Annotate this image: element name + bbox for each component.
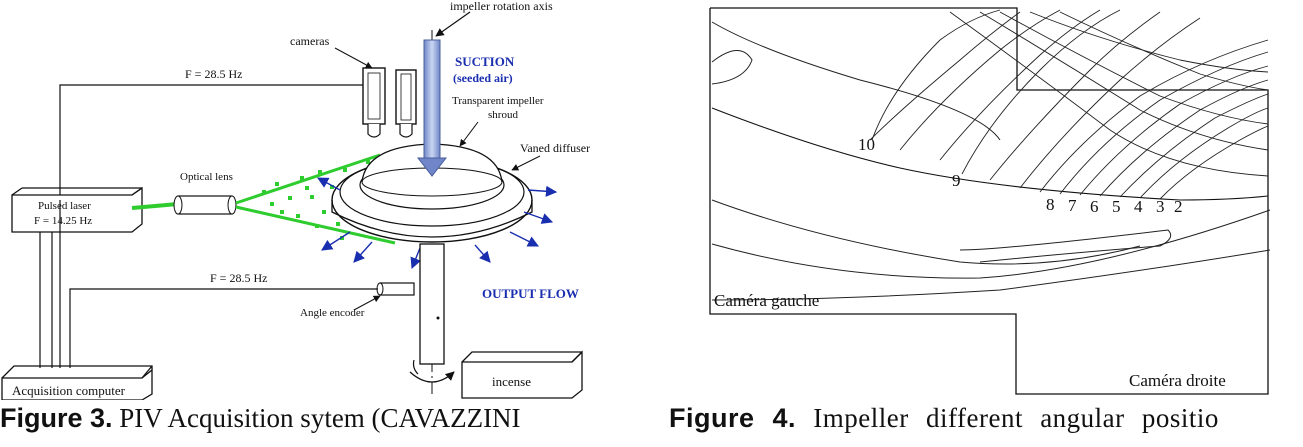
- position-8: 8: [1046, 195, 1055, 214]
- pulsed-laser-label: Pulsed laser: [38, 200, 91, 212]
- pulsed-laser-frequency: F = 14.25 Hz: [34, 215, 93, 227]
- blade-trailing-edge-curve: [712, 108, 1268, 200]
- sync-line-bottom: [70, 289, 378, 368]
- position-9: 9: [952, 171, 961, 190]
- suction-shaft: [424, 40, 440, 158]
- position-3: 3: [1156, 197, 1165, 216]
- camera-1: [363, 68, 385, 124]
- frequency-top-label: F = 28.5 Hz: [185, 67, 243, 81]
- camera-2: [396, 70, 416, 124]
- angular-position-labels: [858, 135, 1183, 216]
- shroud-label-2: shroud: [488, 109, 518, 121]
- angle-encoder-label: Angle encoder: [300, 307, 365, 319]
- figure-4-caption: [669, 403, 1303, 434]
- incense-label: incense: [492, 374, 531, 389]
- figure-4-angular-positions: [710, 8, 1270, 394]
- figure-4-caption-label: Figure 4.: [669, 403, 797, 433]
- field-of-view-frame: [710, 8, 1268, 394]
- optical-lens: [178, 196, 232, 214]
- position-6: 6: [1090, 197, 1099, 216]
- camera-left-label: Caméra gauche: [714, 291, 820, 310]
- position-5: 5: [1112, 197, 1121, 216]
- position-4: 4: [1134, 197, 1143, 216]
- figure-3-caption-text: PIV Acquisition sytem (CAVAZZINI: [112, 403, 521, 433]
- optical-lens-label: Optical lens: [180, 171, 233, 183]
- rotation-axis-pointer: [436, 12, 470, 36]
- angle-encoder: [380, 283, 414, 295]
- figure-3-caption: [0, 403, 651, 434]
- frequency-bottom-label: F = 28.5 Hz: [210, 271, 268, 285]
- position-2: 2: [1174, 197, 1183, 216]
- figure-3-piv-diagram: [2, 0, 590, 400]
- acquisition-computer-label: Acquisition computer: [12, 383, 126, 398]
- figure-3-caption-label: Figure 3.: [0, 403, 113, 433]
- suction-label: SUCTION: [455, 54, 515, 69]
- figure-4-caption-text: Impeller different angular positio: [796, 403, 1219, 433]
- output-flow-label: OUTPUT FLOW: [482, 286, 579, 301]
- seeded-air-label: (seeded air): [453, 71, 513, 85]
- rotation-axis-label: impeller rotation axis: [450, 0, 553, 13]
- position-7: 7: [1068, 196, 1077, 215]
- camera-right-label: Caméra droite: [1129, 371, 1226, 390]
- cameras-label: cameras: [290, 34, 330, 48]
- vaned-diffuser-label: Vaned diffuser: [520, 141, 591, 155]
- blade-position-curves: [870, 10, 1268, 199]
- shroud-label: Transparent impeller: [452, 95, 544, 107]
- position-10: 10: [858, 135, 875, 154]
- drive-shaft: [420, 244, 444, 364]
